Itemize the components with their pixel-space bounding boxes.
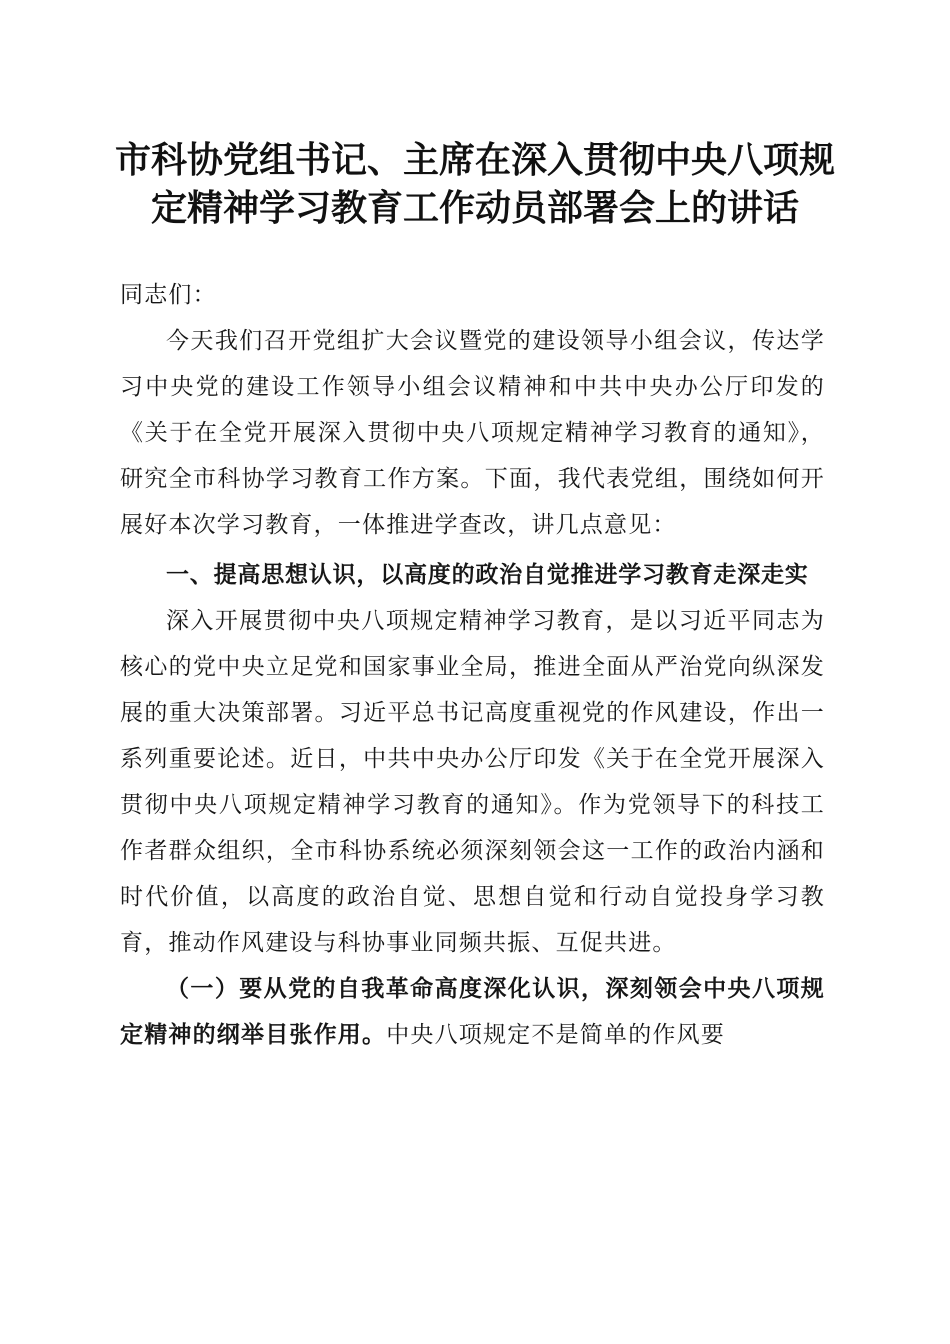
title-line-2: 定精神学习教育工作动员部署会上的讲话 (150, 187, 799, 229)
subsection-1-lead: （一）要从党的自我革命高度深化认识，深刻领会中央八项规定精神的纲举目张作用。 (120, 976, 825, 1048)
subsection-1 (120, 966, 825, 1058)
paragraph-intro: 今天我们召开党组扩大会议暨党的建设领导小组会议，传达学习中央党的建设工作领导小组会议精神和中共中央办公厅印发的《关于在全党开展深入贯彻中央八项规定精神学习教育的通知》，研究全市科协学习教育工作方案。下面，我代表党组，围绕如何开展好本次学习教育，一体推进学查改，讲几点意见： (120, 328, 825, 538)
subsection-1-text: 中央八项规定不是简单的作风要 (386, 1022, 726, 1048)
salutation: 同志们： (120, 282, 217, 308)
title-line-1: 市科协党组书记、主席在深入贯彻中央八项规 (114, 139, 835, 181)
document-body (120, 272, 825, 1058)
document-title (100, 136, 850, 232)
section-heading-1: 一、提高思想认识，以高度的政治自觉推进学习教育走深走实 (166, 562, 809, 588)
paragraph-section-1: 深入开展贯彻中央八项规定精神学习教育，是以习近平同志为核心的党中央立足党和国家事业全局，推进全面从严治党向纵深发展的重大决策部署。习近平总书记高度重视党的作风建设，作出一系列重要论述。近日，中共中央办公厅印发《关于在全党开展深入贯彻中央八项规定精神学习教育的通知》。作为党领导下的科技工作者群众组织，全市科协系统必须深刻领会这一工作的政治内涵和时代价值，以高度的政治自觉、思想自觉和行动自觉投身学习教育，推动作风建设与科协事业同频共振、互促共进。 (120, 608, 825, 956)
